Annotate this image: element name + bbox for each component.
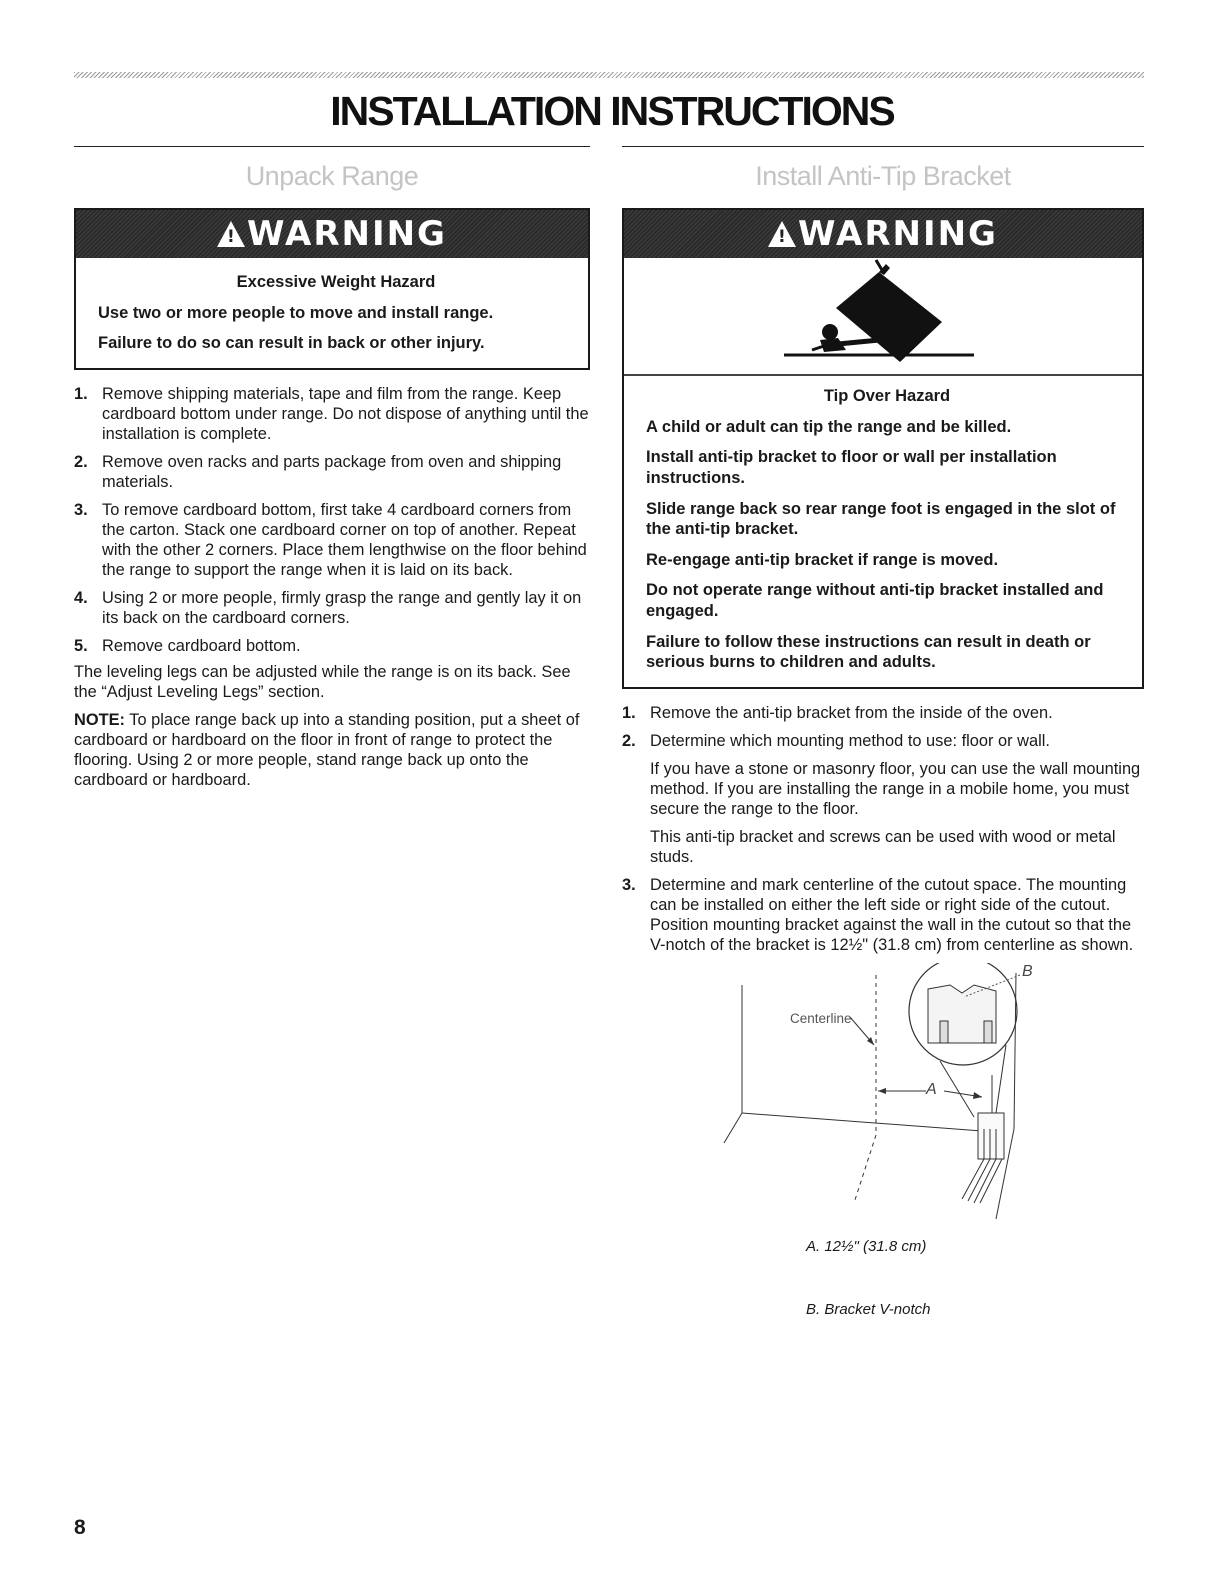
vnotch-b-label: B xyxy=(1022,962,1033,980)
anti-tip-steps-list xyxy=(622,703,1144,751)
step-text: Determine which mounting method to use: floor or wall. xyxy=(650,731,1050,750)
step-number: 2. xyxy=(74,452,88,471)
warning-triangle-icon xyxy=(768,221,796,247)
step-text: Remove shipping materials, tape and film from the range. Keep cardboard bottom under range. Do not dispose of anything until the installation is complete. xyxy=(102,384,589,443)
warning-body xyxy=(624,376,1142,687)
step-number: 3. xyxy=(74,500,88,519)
step-text: To remove cardboard bottom, first take 4 cardboard corners from the carton. Stack one cardboard corner on top of another. Repeat with the other 2 corners. Place them lengthwise on the floor behind the range to support the range when it is laid on its back. xyxy=(102,500,587,579)
warning-header xyxy=(624,210,1142,258)
list-item xyxy=(622,731,1144,751)
list-item xyxy=(74,636,590,656)
list-item xyxy=(74,500,590,580)
list-item xyxy=(622,703,1144,723)
note-text: To place range back up into a standing position, put a sheet of cardboard or hardboard on the floor in front of range to protect the flooring. Using 2 or more people, stand range back up onto the cardboard or hardboard. xyxy=(74,710,580,789)
warning-line: Slide range back so rear range foot is engaged in the slot of the anti-tip bracket. xyxy=(646,499,1116,539)
step-number: 5. xyxy=(74,636,88,655)
list-item xyxy=(74,452,590,492)
step-number: 1. xyxy=(622,703,636,722)
note-paragraph xyxy=(74,710,590,790)
step-text: Remove the anti-tip bracket from the inside of the oven. xyxy=(650,703,1053,722)
figure-caption xyxy=(806,1237,926,1257)
hazard-title: Excessive Weight Hazard xyxy=(236,273,436,291)
warning-triangle-icon xyxy=(217,221,245,247)
unpack-steps-list xyxy=(74,384,590,656)
caption-a: A. 12½" (31.8 cm) xyxy=(806,1237,927,1255)
warning-header xyxy=(76,210,588,258)
warning-line: Re-engage anti-tip bracket if range is moved. xyxy=(646,550,999,569)
step-text: Determine and mark centerline of the cutout space. The mounting can be installed on either the left side or right side of the cutout. Position mounting bracket against the wall in the cutout so that the V-notch of the bracket is 12½" (31.8 cm) from centerline as shown. xyxy=(650,875,1134,954)
warning-line: Use two or more people to move and install range. xyxy=(98,303,494,322)
step-number: 3. xyxy=(622,875,636,894)
bracket-figure xyxy=(622,963,1144,1263)
page-number: 8 xyxy=(74,1516,86,1539)
dimension-a-label: A xyxy=(926,1080,937,1098)
warning-line: Install anti-tip bracket to floor or wall per installation instructions. xyxy=(646,448,1057,487)
warning-body xyxy=(76,258,588,368)
warning-line: Failure to follow these instructions can result in death or serious burns to children and adults. xyxy=(646,632,1091,672)
step-number: 1. xyxy=(74,384,88,403)
unpack-range-section xyxy=(74,146,590,798)
step-text: Remove oven racks and parts package from oven and shipping materials. xyxy=(102,452,562,491)
leveling-note: The leveling legs can be adjusted while the range is on its back. See the “Adjust Leveling Legs” section. xyxy=(74,662,571,701)
weight-warning-box xyxy=(74,208,590,370)
tip-over-illustration xyxy=(624,258,1142,376)
section-divider xyxy=(622,146,1144,147)
warning-header-text: WARNING xyxy=(798,214,998,254)
top-decorative-rule xyxy=(74,72,1144,78)
step-number: 4. xyxy=(74,588,88,607)
list-item xyxy=(622,875,1144,955)
note-label: NOTE: xyxy=(74,710,125,729)
warning-header-text: WARNING xyxy=(247,214,447,254)
step-number: 2. xyxy=(622,731,636,750)
step-text: Remove cardboard bottom. xyxy=(102,636,301,655)
step-text: Using 2 or more people, firmly grasp the range and gently lay it on its back on the cardboard corners. xyxy=(102,588,582,627)
step2-paragraph: This anti-tip bracket and screws can be used with wood or metal studs. xyxy=(650,827,1116,866)
caption-b: B. Bracket V-notch xyxy=(806,1301,931,1318)
page-title: INSTALLATION INSTRUCTIONS xyxy=(330,88,894,134)
section-title-anti-tip: Install Anti-Tip Bracket xyxy=(755,161,1011,191)
section-divider xyxy=(74,146,590,147)
list-item xyxy=(74,588,590,628)
step2-paragraph: If you have a stone or masonry floor, you can use the wall mounting method. If you are installing the range in a mobile home, you must secure the range to the floor. xyxy=(650,759,1141,818)
anti-tip-section xyxy=(622,146,1144,1318)
tipping-range-icon xyxy=(624,258,1142,374)
hazard-title: Tip Over Hazard xyxy=(823,387,951,405)
bracket-diagram xyxy=(622,963,1144,1231)
section-title-unpack: Unpack Range xyxy=(245,161,419,191)
warning-line: A child or adult can tip the range and be killed. xyxy=(646,417,1012,436)
tip-over-warning-box xyxy=(622,208,1144,689)
centerline-label: Centerline xyxy=(790,1010,852,1026)
list-item xyxy=(74,384,590,444)
warning-line: Failure to do so can result in back or other injury. xyxy=(98,334,485,353)
anti-tip-steps-list-continued xyxy=(622,875,1144,955)
warning-line: Do not operate range without anti-tip bracket installed and engaged. xyxy=(646,581,1104,620)
